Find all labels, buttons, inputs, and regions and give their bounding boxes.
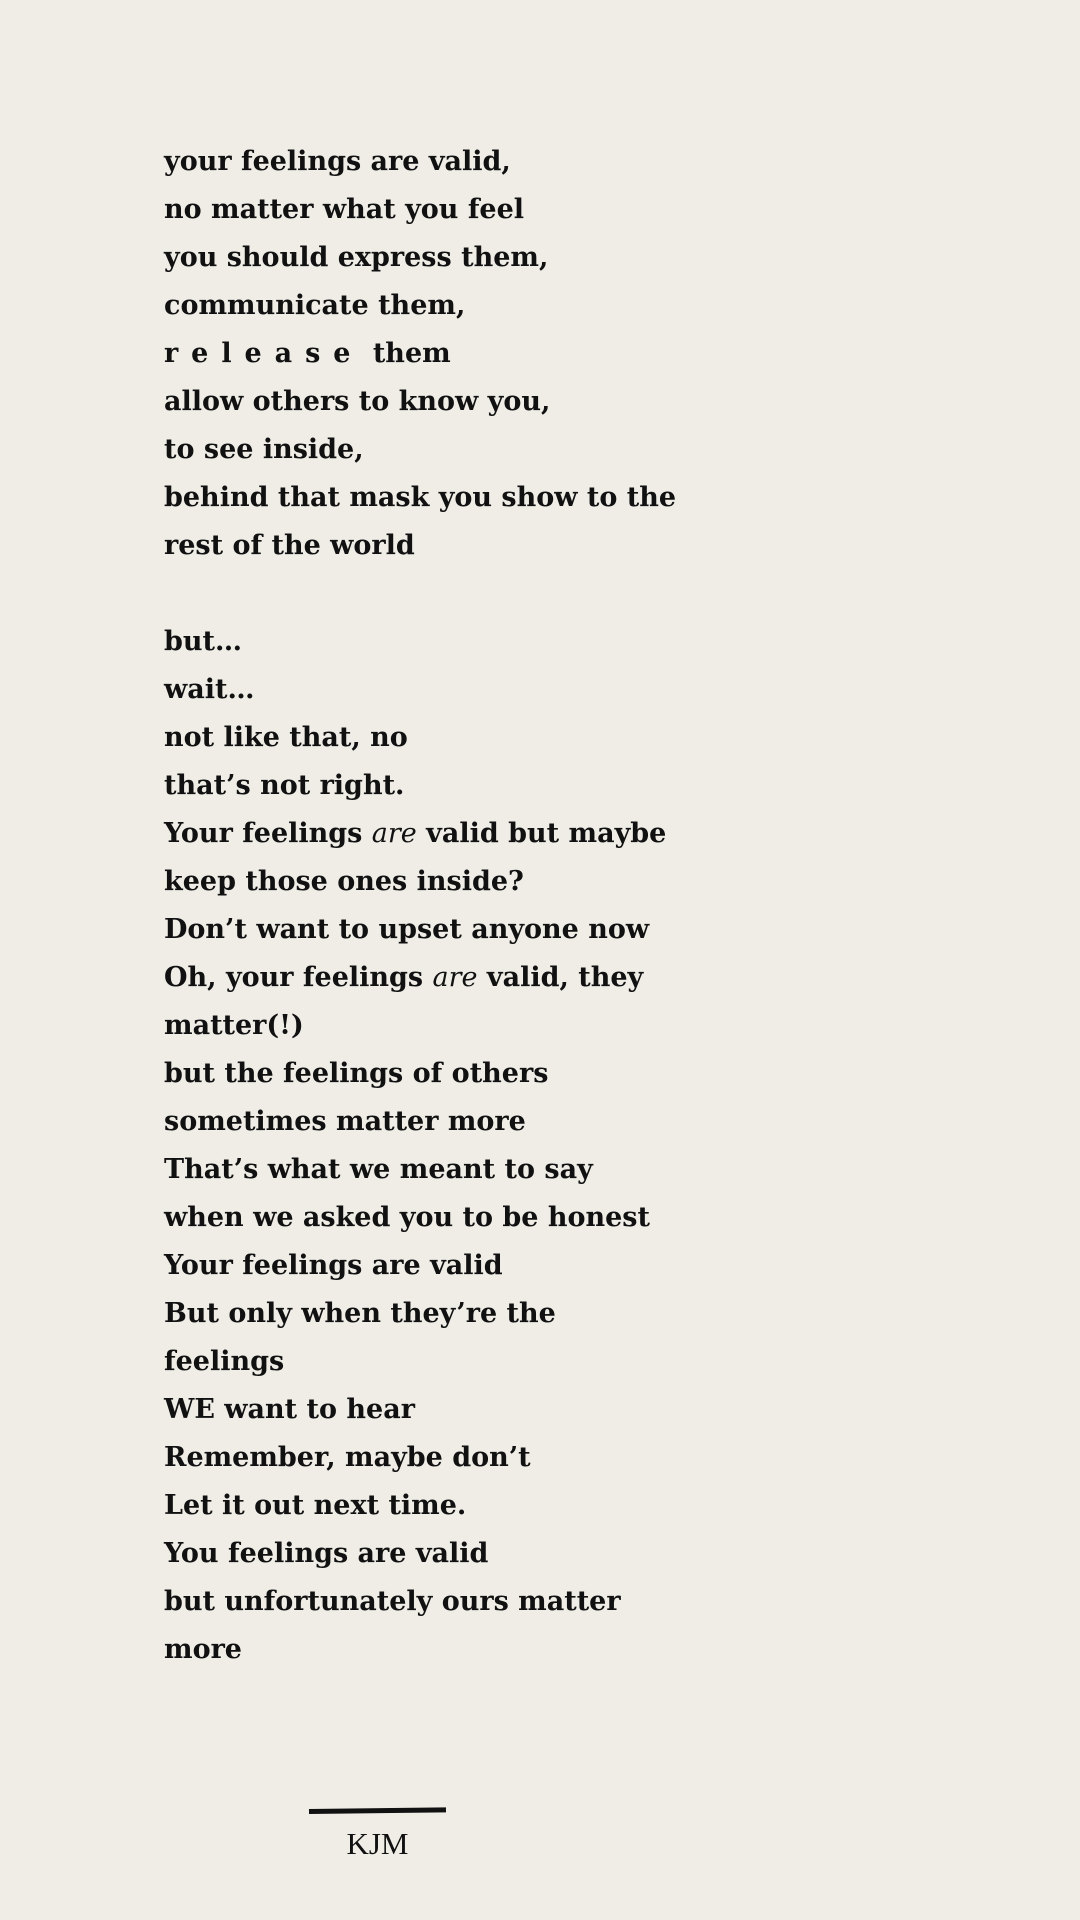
poem-line: to see inside, xyxy=(164,434,364,465)
poem-line: Don’t want to upset anyone now xyxy=(164,914,650,945)
emphasis-word: are xyxy=(432,962,478,993)
poem-line: that’s not right. xyxy=(164,770,405,801)
signature-rule xyxy=(309,1807,446,1814)
poem-line: your feelings are valid, xyxy=(164,146,511,177)
poem-line: but… xyxy=(164,626,242,657)
spaced-word: release xyxy=(164,338,364,369)
signature-initials: KJM xyxy=(346,1826,409,1861)
poem-line: when we asked you to be honest xyxy=(164,1202,650,1233)
poem-line: but the feelings of others xyxy=(164,1058,549,1089)
line-after: valid but maybe xyxy=(416,818,667,849)
emphasis-word: are xyxy=(371,818,417,849)
line-after: valid, they xyxy=(477,962,644,993)
poem-line: Your feelings are valid xyxy=(164,1250,503,1281)
poem-line: more xyxy=(164,1634,242,1665)
poem-line: rest of the world xyxy=(164,530,415,561)
poem-line: communicate them, xyxy=(164,290,466,321)
poem-line: Let it out next time. xyxy=(164,1490,467,1521)
poem-line: behind that mask you show to the xyxy=(164,482,677,513)
poem-line xyxy=(164,810,924,858)
line-rest: them xyxy=(363,338,451,369)
poem-line: allow others to know you, xyxy=(164,386,551,417)
poem-text xyxy=(164,138,924,1674)
poem-line: You feelings are valid xyxy=(164,1538,489,1569)
poem-line xyxy=(164,954,924,1002)
poem-line xyxy=(164,570,924,618)
poem-line: That’s what we meant to say xyxy=(164,1154,593,1185)
poem-line: But only when they’re the xyxy=(164,1298,556,1329)
line-before: Oh, your feelings xyxy=(164,962,433,993)
poem-line: feelings xyxy=(164,1346,285,1377)
poem-line: you should express them, xyxy=(164,242,549,273)
poem-line: wait… xyxy=(164,674,255,705)
poem-line: not like that, no xyxy=(164,722,408,753)
poem-line: matter(!) xyxy=(164,1010,304,1041)
poem-line: sometimes matter more xyxy=(164,1106,526,1137)
poem-line xyxy=(164,330,924,378)
poem-line: WE want to hear xyxy=(164,1394,415,1425)
line-before: Your feelings xyxy=(164,818,372,849)
poem-line: no matter what you feel xyxy=(164,194,525,225)
poem-line: keep those ones inside? xyxy=(164,866,524,897)
poem-line: Remember, maybe don’t xyxy=(164,1442,531,1473)
poem-line: but unfortunately ours matter xyxy=(164,1586,621,1617)
